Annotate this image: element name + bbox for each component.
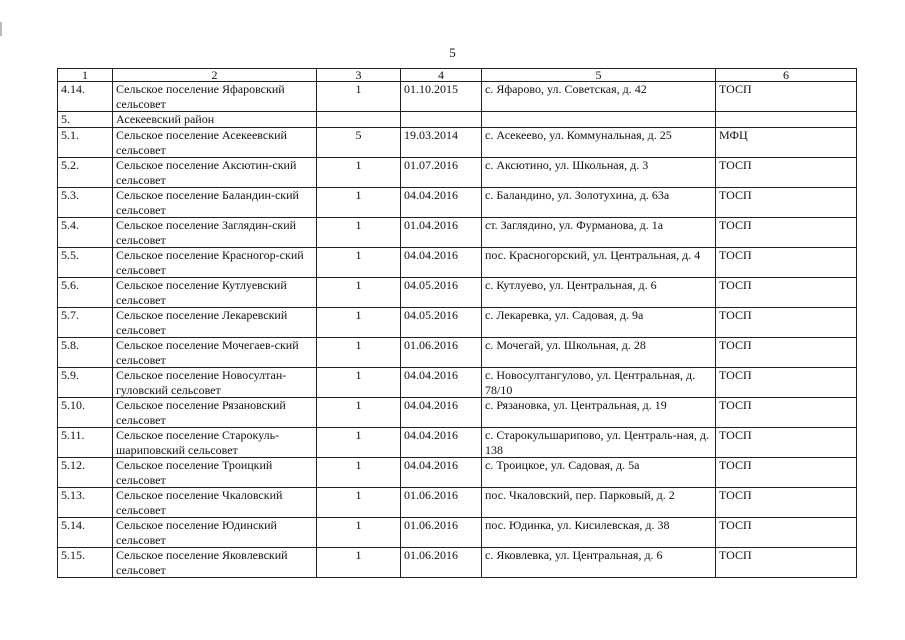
table-row — [58, 458, 857, 488]
count-value: 1 — [317, 82, 401, 112]
office-type: ТОСП — [716, 158, 857, 188]
table-row — [58, 278, 857, 308]
column-header-1: 1 — [58, 69, 113, 82]
table-row — [58, 158, 857, 188]
address-value: с. Асекеево, ул. Коммунальная, д. 25 — [482, 128, 716, 158]
date-value: 04.04.2016 — [401, 398, 482, 428]
address-value: с. Яфарово, ул. Советская, д. 42 — [482, 82, 716, 112]
row-number: 5. — [58, 112, 113, 128]
settlement-name: Сельское поселение Чкаловский сельсовет — [113, 488, 317, 518]
count-value: 1 — [317, 518, 401, 548]
table-row — [58, 548, 857, 578]
count-value: 1 — [317, 188, 401, 218]
date-value: 01.10.2015 — [401, 82, 482, 112]
address-value: с. Баландино, ул. Золотухина, д. 63а — [482, 188, 716, 218]
settlement-name: Сельское поселение Рязановский сельсовет — [113, 398, 317, 428]
column-header-2: 2 — [113, 69, 317, 82]
date-value: 04.05.2016 — [401, 308, 482, 338]
date-value — [401, 112, 482, 128]
date-value: 04.04.2016 — [401, 248, 482, 278]
settlement-name: Сельское поселение Яфаровский сельсовет — [113, 82, 317, 112]
settlement-name: Сельское поселение Асекеевский сельсовет — [113, 128, 317, 158]
count-value: 1 — [317, 428, 401, 458]
column-number-header-row — [58, 69, 857, 82]
settlement-name: Сельское поселение Мочегаев-ский сельсовет — [113, 338, 317, 368]
row-number: 5.13. — [58, 488, 113, 518]
date-value: 01.06.2016 — [401, 518, 482, 548]
office-type: МФЦ — [716, 128, 857, 158]
column-header-4: 4 — [401, 69, 482, 82]
date-value: 04.04.2016 — [401, 368, 482, 398]
row-number: 5.11. — [58, 428, 113, 458]
office-type: ТОСП — [716, 368, 857, 398]
settlement-name: Сельское поселение Баландин-ский сельсовет — [113, 188, 317, 218]
row-number: 5.6. — [58, 278, 113, 308]
address-value: с. Кутлуево, ул. Центральная, д. 6 — [482, 278, 716, 308]
count-value: 1 — [317, 158, 401, 188]
office-type: ТОСП — [716, 488, 857, 518]
row-number: 5.12. — [58, 458, 113, 488]
count-value: 1 — [317, 248, 401, 278]
row-number: 5.5. — [58, 248, 113, 278]
address-value: пос. Юдинка, ул. Кисилевская, д. 38 — [482, 518, 716, 548]
settlement-name: Сельское поселение Лекаревский сельсовет — [113, 308, 317, 338]
count-value: 1 — [317, 218, 401, 248]
settlement-name: Сельское поселение Аксютин-ский сельсовет — [113, 158, 317, 188]
district-row — [58, 112, 857, 128]
count-value: 1 — [317, 368, 401, 398]
office-type: ТОСП — [716, 428, 857, 458]
table-row — [58, 188, 857, 218]
address-value: пос. Чкаловский, пер. Парковый, д. 2 — [482, 488, 716, 518]
office-type: ТОСП — [716, 398, 857, 428]
address-value — [482, 112, 716, 128]
municipal-table — [57, 68, 857, 578]
office-type: ТОСП — [716, 188, 857, 218]
office-type: ТОСП — [716, 338, 857, 368]
row-number: 5.4. — [58, 218, 113, 248]
settlement-name: Сельское поселение Кутлуевский сельсовет — [113, 278, 317, 308]
office-type: ТОСП — [716, 548, 857, 578]
count-value: 1 — [317, 458, 401, 488]
scan-edge-mark — [0, 22, 2, 36]
office-type: ТОСП — [716, 308, 857, 338]
row-number: 5.10. — [58, 398, 113, 428]
date-value: 04.04.2016 — [401, 428, 482, 458]
column-header-3: 3 — [317, 69, 401, 82]
date-value: 01.07.2016 — [401, 158, 482, 188]
settlement-name: Сельское поселение Яковлевский сельсовет — [113, 548, 317, 578]
row-number: 5.7. — [58, 308, 113, 338]
count-value: 1 — [317, 308, 401, 338]
table-row — [58, 428, 857, 458]
office-type: ТОСП — [716, 518, 857, 548]
count-value: 1 — [317, 398, 401, 428]
count-value: 1 — [317, 278, 401, 308]
table-row — [58, 308, 857, 338]
table-row — [58, 248, 857, 278]
table-row — [58, 82, 857, 112]
address-value: с. Троицкое, ул. Садовая, д. 5а — [482, 458, 716, 488]
office-type: ТОСП — [716, 458, 857, 488]
address-value: с. Рязановка, ул. Центральная, д. 19 — [482, 398, 716, 428]
table-row — [58, 398, 857, 428]
office-type: ТОСП — [716, 278, 857, 308]
address-value: с. Старокульшарипово, ул. Централь-ная, д. 138 — [482, 428, 716, 458]
address-value: с. Яковлевка, ул. Центральная, д. 6 — [482, 548, 716, 578]
settlement-name: Сельское поселение Троицкий сельсовет — [113, 458, 317, 488]
address-value: с. Новосултангулово, ул. Центральная, д. 78/10 — [482, 368, 716, 398]
table-row — [58, 368, 857, 398]
settlement-name: Сельское поселение Новосултан-гуловский сельсовет — [113, 368, 317, 398]
count-value: 1 — [317, 548, 401, 578]
address-value: пос. Красногорский, ул. Центральная, д. 4 — [482, 248, 716, 278]
table-row — [58, 128, 857, 158]
row-number: 5.15. — [58, 548, 113, 578]
date-value: 01.04.2016 — [401, 218, 482, 248]
office-type — [716, 112, 857, 128]
office-type: ТОСП — [716, 82, 857, 112]
settlement-name: Сельское поселение Заглядин-ский сельсовет — [113, 218, 317, 248]
row-number: 5.14. — [58, 518, 113, 548]
date-value: 04.04.2016 — [401, 188, 482, 218]
settlement-name: Асекеевский район — [113, 112, 317, 128]
address-value: с. Мочегай, ул. Школьная, д. 28 — [482, 338, 716, 368]
table-row — [58, 488, 857, 518]
settlement-name: Сельское поселение Юдинский сельсовет — [113, 518, 317, 548]
date-value: 01.06.2016 — [401, 488, 482, 518]
settlement-name: Сельское поселение Красногор-ский сельсовет — [113, 248, 317, 278]
row-number: 4.14. — [58, 82, 113, 112]
count-value: 5 — [317, 128, 401, 158]
row-number: 5.3. — [58, 188, 113, 218]
office-type: ТОСП — [716, 248, 857, 278]
table-row — [58, 338, 857, 368]
address-value: с. Аксютино, ул. Школьная, д. 3 — [482, 158, 716, 188]
date-value: 01.06.2016 — [401, 548, 482, 578]
column-header-6: 6 — [716, 69, 857, 82]
count-value: 1 — [317, 488, 401, 518]
row-number: 5.2. — [58, 158, 113, 188]
settlement-name: Сельское поселение Старокуль-шариповский сельсовет — [113, 428, 317, 458]
table-row — [58, 518, 857, 548]
column-header-5: 5 — [482, 69, 716, 82]
date-value: 01.06.2016 — [401, 338, 482, 368]
office-type: ТОСП — [716, 218, 857, 248]
date-value: 04.05.2016 — [401, 278, 482, 308]
row-number: 5.9. — [58, 368, 113, 398]
date-value: 19.03.2014 — [401, 128, 482, 158]
date-value: 04.04.2016 — [401, 458, 482, 488]
page-number: 5 — [449, 45, 456, 60]
table-row — [58, 218, 857, 248]
count-value: 1 — [317, 338, 401, 368]
row-number: 5.8. — [58, 338, 113, 368]
address-value: с. Лекаревка, ул. Садовая, д. 9а — [482, 308, 716, 338]
count-value — [317, 112, 401, 128]
address-value: ст. Заглядино, ул. Фурманова, д. 1а — [482, 218, 716, 248]
row-number: 5.1. — [58, 128, 113, 158]
